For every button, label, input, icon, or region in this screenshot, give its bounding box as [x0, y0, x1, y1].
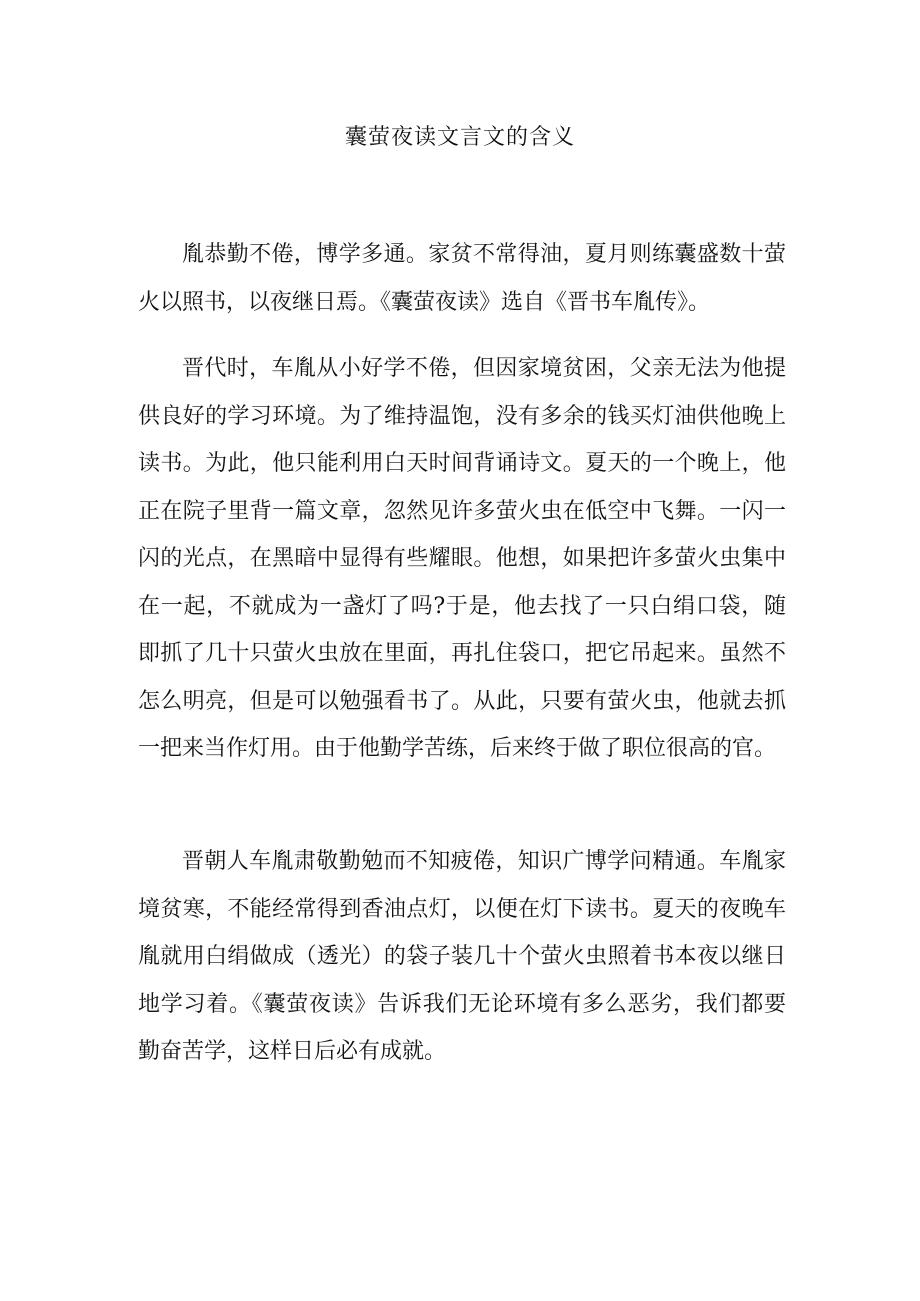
paragraph-translation: 晋朝人车胤肃敬勤勉而不知疲倦，知识广博学问精通。车胤家境贫寒，不能经常得到香油点灯，以便在灯下读书。夏天的夜晚车胤就用白绢做成（透光）的袋子装几十个萤火虫照着书本夜以继日地学习着。《囊萤夜读》告诉我们无论环境有多么恶劣，我们都要勤奋苦学，这样日后必有成就。	[138, 849, 786, 1064]
document-title: 囊萤夜读文言文的含义	[344, 125, 575, 150]
paragraph-story: 晋代时，车胤从小好学不倦，但因家境贫困，父亲无法为他提供良好的学习环境。为了维持温饱，没有多余的钱买灯油供他晚上读书。为此，他只能利用白天时间背诵诗文。夏天的一个晚上，他正在院子里背一篇文章，忽然见许多萤火虫在低空中飞舞。一闪一闪的光点，在黑暗中显得有些耀眼。他想，如果把许多萤火虫集中在一起，不就成为一盏灯了吗?于是，他去找了一只白绢口袋，随即抓了几十只萤火虫放在里面，再扎住袋口，把它吊起来。虽然不怎么明亮，但是可以勉强看书了。从此，只要有萤火虫，他就去抓一把来当作灯用。由于他勤学苦练，后来终于做了职位很高的官。	[138, 356, 786, 761]
paragraph-original-text: 胤恭勤不倦，博学多通。家贫不常得油，夏月则练囊盛数十萤火以照书，以夜继日焉。《囊萤夜读》选自《晋书车胤传》。	[138, 242, 786, 315]
